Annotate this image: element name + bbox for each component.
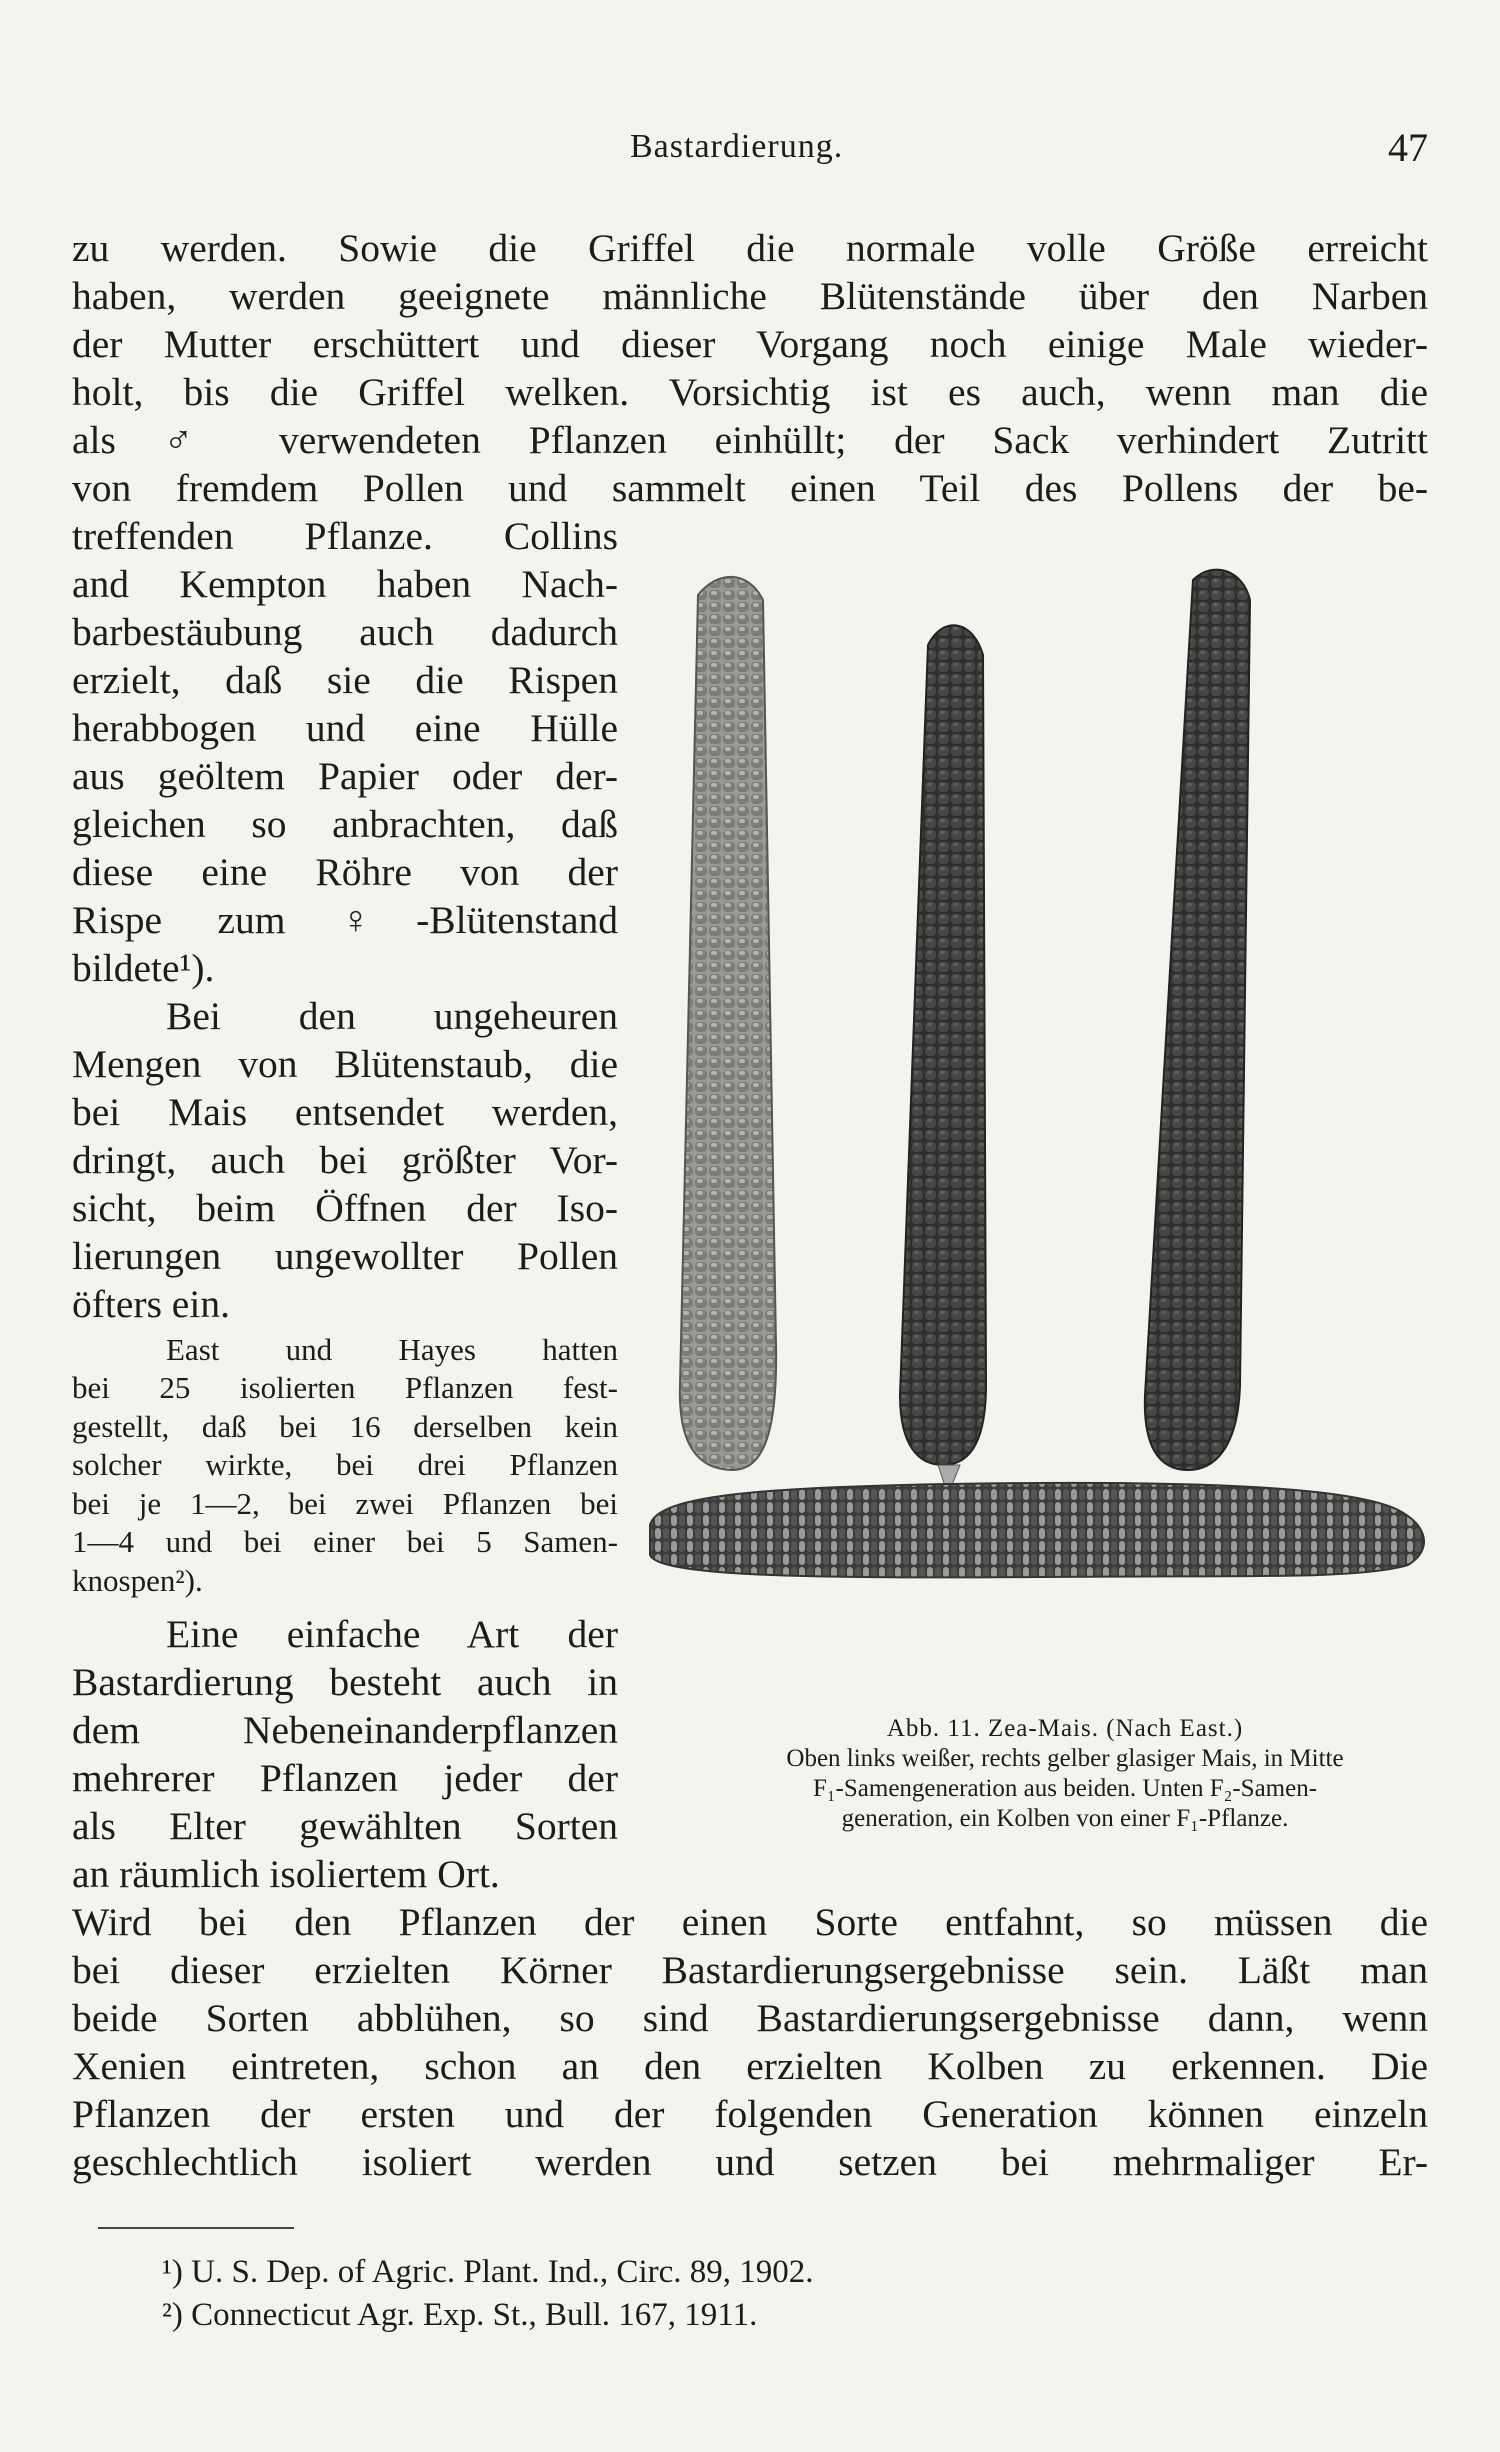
body-line: Bei den ungeheuren <box>166 994 618 1038</box>
body-line: and Kempton haben Nach- <box>72 562 618 606</box>
body-line: Rispe zum ♀-Blütenstand <box>72 898 618 942</box>
page-number: 47 <box>1388 125 1428 170</box>
body-line: als ♂ verwendeten Pflanzen einhüllt; der Sack verhindert Zutritt <box>72 418 1428 462</box>
yellow-corn-cob <box>1145 570 1250 1470</box>
f2-corn-cob <box>650 1483 1424 1578</box>
footnote-rule <box>98 2227 294 2229</box>
body-line: mehrerer Pflanzen jeder der <box>72 1756 618 1800</box>
small-print-line: bei je 1—2, bei zwei Pflanzen bei <box>72 1486 618 1521</box>
body-line: gleichen so anbrachten, daß <box>72 802 618 846</box>
body-line: Eine einfache Art der <box>166 1612 618 1656</box>
body-line: geschlechtlich isoliert werden und setzen bei mehrmaliger Er- <box>72 2140 1428 2184</box>
body-line: Pflanzen der ersten und der folgenden Generation können einzeln <box>72 2092 1428 2136</box>
body-line: barbestäubung auch dadurch <box>72 610 618 654</box>
running-head: Bastardierung. <box>630 128 844 165</box>
body-line: Mengen von Blütenstaub, die <box>72 1042 618 1086</box>
body-line: bei dieser erzielten Körner Bastardierungsergebnisse sein. Läßt man <box>72 1948 1428 1992</box>
figure-caption-line: generation, ein Kolben von einer F₁-Pflanze. <box>841 1805 1289 1832</box>
small-print-line: 1—4 und bei einer bei 5 Samen- <box>72 1524 618 1559</box>
body-line: sicht, beim Öffnen der Iso- <box>72 1186 618 1230</box>
body-line: öfters ein. <box>72 1282 230 1326</box>
body-line: Wird bei den Pflanzen der einen Sorte entfahnt, so müssen die <box>72 1900 1428 1944</box>
corn-cobs-image <box>638 565 1438 1695</box>
body-line: zu werden. Sowie die Griffel die normale volle Größe erreicht <box>72 226 1428 270</box>
body-line: erzielt, daß sie die Rispen <box>72 658 618 702</box>
body-line: herabbogen und eine Hülle <box>72 706 618 750</box>
small-print-line: gestellt, daß bei 16 derselben kein <box>72 1409 618 1444</box>
figure-caption-line: F₁-Samengeneration aus beiden. Unten F₂-Samen- <box>812 1775 1318 1802</box>
figure-caption-line: Oben links weißer, rechts gelber glasiger Mais, in Mitte <box>786 1745 1344 1772</box>
body-line: dem Nebeneinanderpflanzen <box>72 1708 618 1752</box>
body-line: beide Sorten abblühen, so sind Bastardierungsergebnisse dann, wenn <box>72 1996 1428 2040</box>
body-line: der Mutter erschüttert und dieser Vorgang noch einige Male wieder- <box>72 322 1428 366</box>
white-corn-cob <box>680 577 776 1470</box>
body-line: von fremdem Pollen und sammelt einen Teil des Pollens der be- <box>72 466 1428 510</box>
small-print-line: bei 25 isolierten Pflanzen fest- <box>72 1370 618 1405</box>
body-line: treffenden Pflanze. Collins <box>72 514 618 558</box>
body-line: aus geöltem Papier oder der- <box>72 754 618 798</box>
body-line: als Elter gewählten Sorten <box>72 1804 618 1848</box>
footnote: ¹) U. S. Dep. of Agric. Plant. Ind., Circ. 89, 1902. <box>162 2254 814 2290</box>
body-line: diese eine Röhre von der <box>72 850 618 894</box>
corn-cobs-figure <box>638 565 1438 1695</box>
body-line: bei Mais entsendet werden, <box>72 1090 618 1134</box>
f1-corn-cob <box>900 625 986 1465</box>
footnote: ²) Connecticut Agr. Exp. St., Bull. 167, 1911. <box>162 2297 758 2333</box>
body-line: dringt, auch bei größter Vor- <box>72 1138 618 1182</box>
body-line: an räumlich isoliertem Ort. <box>72 1852 500 1896</box>
small-print-line: knospen²). <box>72 1563 203 1598</box>
body-line: Xenien eintreten, schon an den erzielten Kolben zu erkennen. Die <box>72 2044 1428 2088</box>
small-print-line: solcher wirkte, bei drei Pflanzen <box>72 1447 618 1482</box>
figure-caption-title: Abb. 11. Zea-Mais. (Nach East.) <box>886 1715 1244 1742</box>
small-print-line: East und Hayes hatten <box>166 1332 618 1367</box>
body-line: holt, bis die Griffel welken. Vorsichtig ist es auch, wenn man die <box>72 370 1428 414</box>
body-line: haben, werden geeignete männliche Blütenstände über den Narben <box>72 274 1428 318</box>
body-line: bildete¹). <box>72 946 215 990</box>
body-line: lierungen ungewollter Pollen <box>72 1234 618 1278</box>
body-line: Bastardierung besteht auch in <box>72 1660 618 1704</box>
